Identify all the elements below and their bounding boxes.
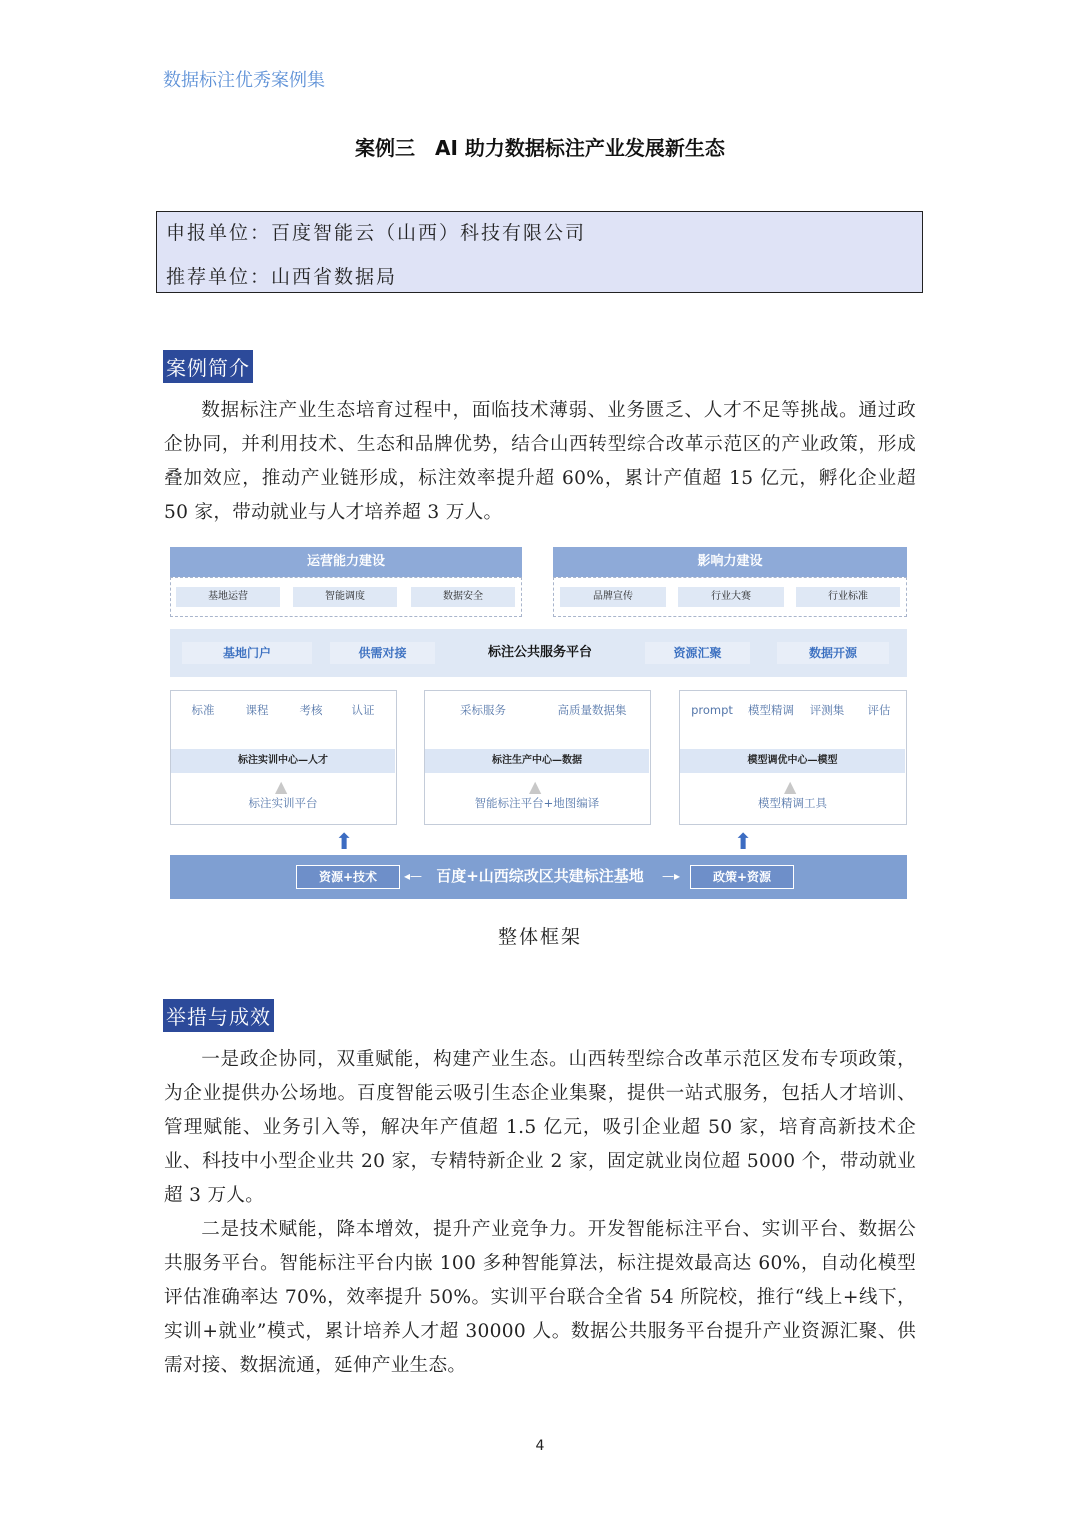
base-left: 资源+技术 — [296, 865, 400, 889]
measures-p1: 一是政企协同，双重赋能，构建产业生态。山西转型综合改革示范区发布专项政策，为企业提供办公场地。百度智能云吸引生态企业集聚，提供一站式服务，包括人才培训、管理赋能、业务引入等，解决年产值超 1.5 亿元，吸引企业超 50 家，培育高新技术企业、科技中小型企业共 20 家，专精特新企业 2 家，固定就业岗位超 5000 个，带动就业超 3 万人。 — [164, 1049, 916, 1206]
arrow-left-icon: ◂— — [404, 869, 423, 883]
measures-paragraphs — [164, 1043, 916, 1383]
measures-p2: 二是技术赋能，降本增效，提升产业竞争力。开发智能标注平台、实训平台、数据公共服务平台。智能标注平台内嵌 100 多种智能算法，标注提效最高达 60%，自动化模型评估准确率达 70%，效率提升 50%。实训平台联合全省 54 所院校，推行“线上+线下，实训+就业”模式，累计培养人才超 30000 人。数据公共服务平台提升产业资源汇聚、供需对接、数据流通，延伸产业生态。 — [164, 1219, 916, 1376]
recommender-line: 推荐单位：山西省数据局 — [166, 266, 398, 288]
ops-capability-box — [170, 577, 522, 617]
platform-center: 标注公共服务平台 — [487, 645, 592, 660]
up-arrow-icon: ▲ — [529, 777, 542, 796]
figure-caption: 整体框架 — [497, 926, 582, 948]
up-arrow-icon: ⬆ — [335, 830, 354, 855]
panel-tag: 认证 — [351, 703, 375, 717]
panel-bottom: 标注实训平台 — [248, 796, 318, 810]
up-arrow-icon: ▲ — [275, 777, 288, 796]
panel-center: 标注实训中心—人才 — [171, 749, 395, 773]
applicant-line: 申报单位：百度智能云（山西）科技有限公司 — [166, 222, 587, 244]
up-arrow-icon: ⬆ — [734, 830, 753, 855]
influence-box — [553, 577, 907, 617]
ops-item: 数据安全 — [411, 587, 515, 607]
influence-item: 品牌宣传 — [560, 587, 666, 607]
up-arrow-icon: ▲ — [784, 777, 797, 796]
platform-item: 基地门户 — [182, 642, 312, 664]
intro-text: 数据标注产业生态培育过程中，面临技术薄弱、业务匮乏、人才不足等挑战。通过政企协同，并利用技术、生态和品牌优势，结合山西转型综合改革示范区的产业政策，形成叠加效应，推动产业链形成，标注效率提升超 60%，累计产值超 15 亿元，孵化企业超 50 家，带动就业与人才培养超 3 万人。 — [164, 400, 916, 523]
ops-item: 基地运营 — [176, 587, 280, 607]
service-platform-bar — [170, 629, 907, 677]
intro-paragraph — [164, 394, 916, 530]
talent-panel — [170, 690, 397, 825]
panel-tag: prompt — [691, 703, 733, 717]
info-box — [156, 211, 923, 293]
data-panel — [424, 690, 651, 825]
running-header: 数据标注优秀案例集 — [163, 70, 325, 91]
base-center: 百度+山西综改区共建标注基地 — [436, 867, 644, 885]
panel-bottom: 模型精调工具 — [758, 796, 827, 810]
model-panel — [679, 690, 907, 825]
platform-item: 数据开源 — [777, 642, 889, 664]
panel-tag: 评测集 — [809, 703, 845, 717]
section-heading-measures: 举措与成效 — [163, 999, 274, 1032]
panel-tag: 标准 — [191, 703, 215, 717]
panel-tag: 课程 — [245, 703, 269, 717]
base-right: 政策+资源 — [690, 865, 794, 889]
base-bar — [170, 855, 907, 899]
panel-tag: 采标服务 — [460, 703, 506, 717]
panel-tag: 高质量数据集 — [557, 703, 627, 717]
platform-item: 供需对接 — [330, 642, 435, 664]
ops-item: 智能调度 — [293, 587, 397, 607]
page-number: 4 — [535, 1438, 545, 1454]
panel-tag: 模型精调 — [748, 703, 794, 717]
framework-diagram — [170, 547, 907, 900]
influence-item: 行业标准 — [796, 587, 900, 607]
arrow-right-icon: —▸ — [662, 869, 681, 883]
panel-center: 标注生产中心—数据 — [425, 749, 649, 773]
platform-item: 资源汇聚 — [645, 642, 750, 664]
influence-title: 影响力建设 — [553, 547, 907, 577]
panel-tag: 考核 — [299, 703, 323, 717]
case-title: 案例三 AI 助力数据标注产业发展新生态 — [355, 136, 725, 160]
ops-capability-title: 运营能力建设 — [170, 547, 522, 577]
panel-tag: 评估 — [867, 703, 891, 717]
panel-bottom: 智能标注平台+地图编译 — [474, 796, 600, 810]
influence-item: 行业大赛 — [678, 587, 784, 607]
panel-center: 模型调优中心—模型 — [680, 749, 905, 773]
section-heading-intro: 案例简介 — [163, 350, 253, 383]
